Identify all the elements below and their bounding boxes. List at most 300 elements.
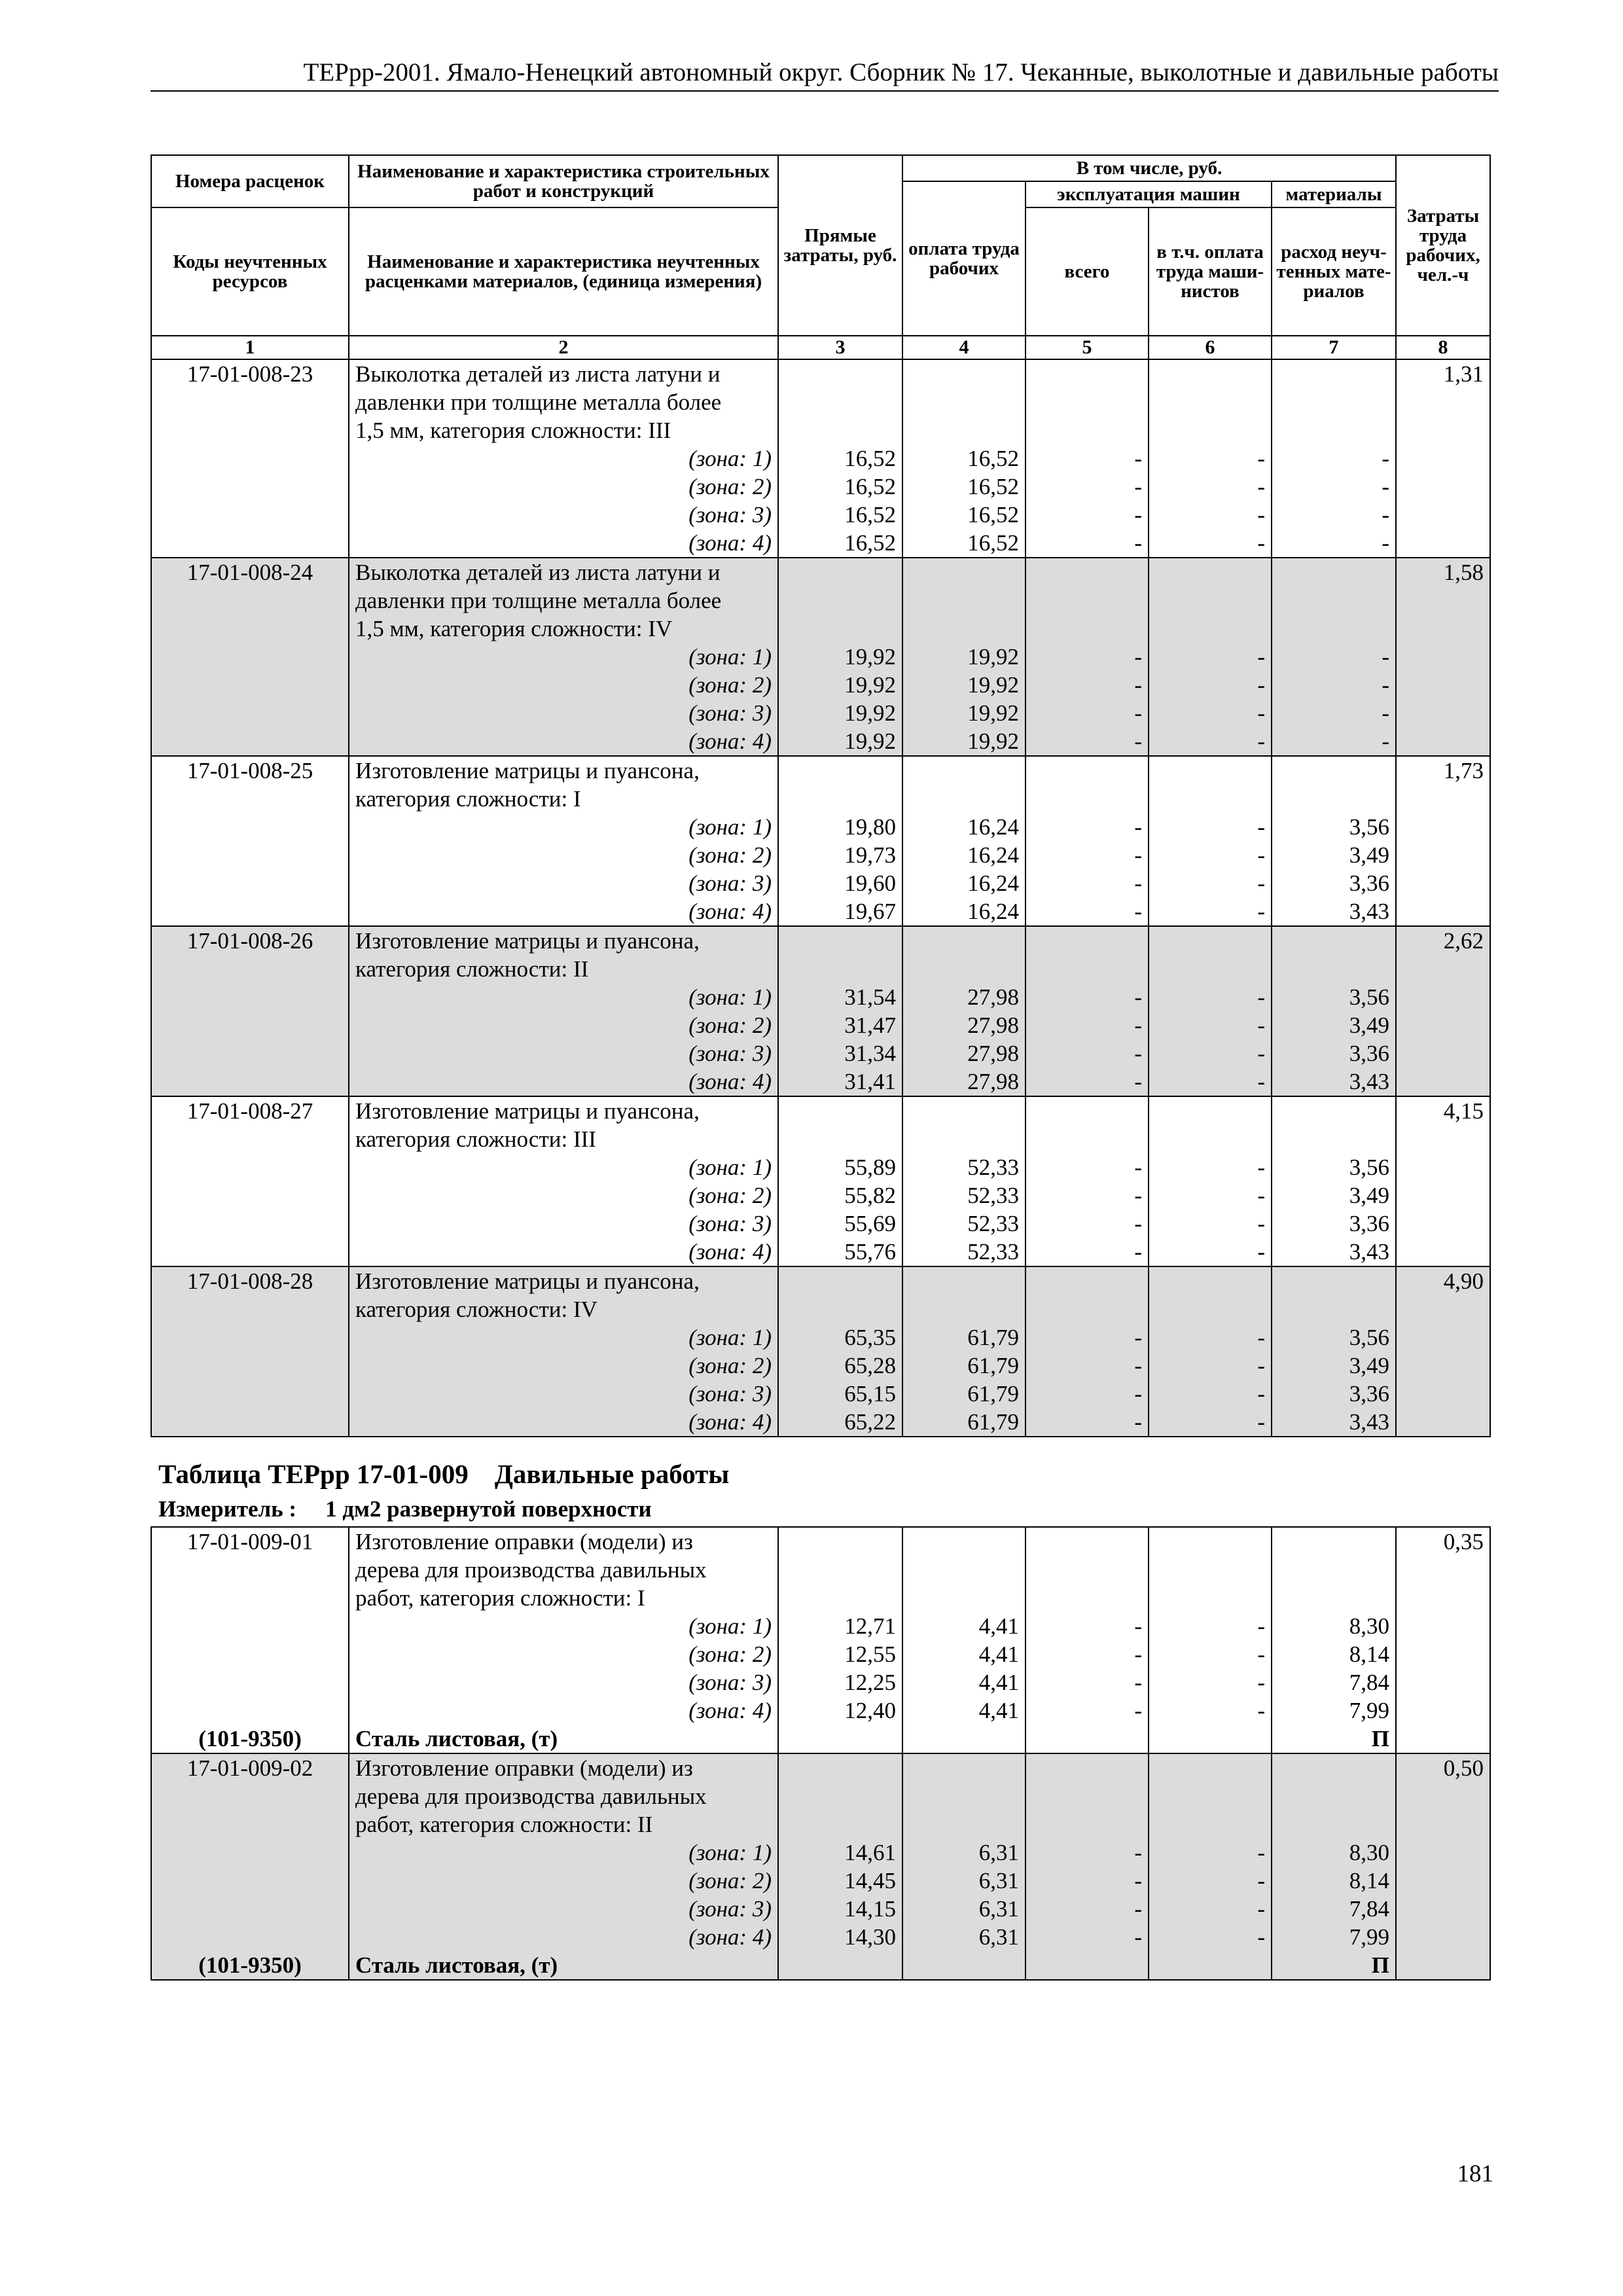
labor-pay: 16,52: [902, 444, 1026, 473]
empty-cell: [1396, 671, 1490, 699]
machinist-pay: -: [1149, 1323, 1272, 1352]
materials-cost: 3,43: [1272, 1408, 1396, 1437]
empty-cell: [1272, 1125, 1396, 1153]
header-labor-pay: оплата труда рабочих: [902, 181, 1026, 336]
empty-cell: [1149, 388, 1272, 416]
empty-cell: [1026, 1556, 1149, 1584]
direct-cost: 55,76: [778, 1238, 902, 1266]
empty-cell: [778, 1951, 902, 1980]
labor-pay: 6,31: [902, 1923, 1026, 1951]
rate-row: [151, 1527, 1490, 1556]
labor-cost: 4,90: [1396, 1266, 1490, 1295]
machinist-pay: -: [1149, 699, 1272, 727]
empty-cell: [151, 1380, 349, 1408]
zone-label: (зона: 1): [349, 1839, 778, 1867]
machines-total: -: [1026, 1895, 1149, 1923]
materials-cost: 8,14: [1272, 1867, 1396, 1895]
empty-cell: [778, 586, 902, 615]
empty-cell: [1272, 586, 1396, 615]
empty-cell: [778, 1125, 902, 1153]
zone-row: [151, 983, 1490, 1011]
empty-cell: [1272, 955, 1396, 983]
rate-row: [151, 926, 1490, 955]
materials-cost: 3,56: [1272, 1153, 1396, 1181]
materials-cost: -: [1272, 529, 1396, 558]
zone-row: [151, 1011, 1490, 1039]
rate-row: [151, 1266, 1490, 1295]
materials-cost: -: [1272, 473, 1396, 501]
labor-pay: 52,33: [902, 1153, 1026, 1181]
empty-cell: [1396, 1380, 1490, 1408]
zone-label: (зона: 2): [349, 841, 778, 869]
machinist-pay: -: [1149, 1612, 1272, 1640]
rate-row-continued: [151, 1125, 1490, 1153]
direct-cost: 12,40: [778, 1696, 902, 1725]
empty-cell: [902, 1266, 1026, 1295]
machines-total: -: [1026, 1408, 1149, 1437]
zone-row: [151, 841, 1490, 869]
machines-total: -: [1026, 983, 1149, 1011]
empty-cell: [1026, 1096, 1149, 1125]
zone-label: (зона: 3): [349, 1895, 778, 1923]
empty-cell: [151, 983, 349, 1011]
empty-cell: [1396, 586, 1490, 615]
empty-cell: [151, 1125, 349, 1153]
rate-row: [151, 359, 1490, 388]
labor-pay: 19,92: [902, 643, 1026, 671]
empty-cell: [1149, 1125, 1272, 1153]
labor-pay: 27,98: [902, 983, 1026, 1011]
empty-cell: [1396, 501, 1490, 529]
labor-pay: 6,31: [902, 1867, 1026, 1895]
zone-label: (зона: 1): [349, 813, 778, 841]
materials-cost: 3,49: [1272, 1352, 1396, 1380]
direct-cost: 14,30: [778, 1923, 902, 1951]
zone-row: [151, 501, 1490, 529]
empty-cell: [151, 841, 349, 869]
column-numbers-row: [151, 336, 1490, 359]
machines-total: -: [1026, 444, 1149, 473]
rate-code: 17-01-008-25: [151, 756, 349, 785]
empty-cell: [1272, 558, 1396, 586]
resource-row: [151, 1725, 1490, 1753]
labor-cost: 0,50: [1396, 1753, 1490, 1782]
running-header: ТЕРрр-2001. Ямало-Ненецкий автономный округ. Сборник № 17. Чеканные, выколотные и давильные работы: [151, 58, 1499, 92]
labor-pay: 16,24: [902, 813, 1026, 841]
materials-cost: 7,99: [1272, 1696, 1396, 1725]
direct-cost: 12,25: [778, 1668, 902, 1696]
labor-pay: 19,92: [902, 671, 1026, 699]
machinist-pay: -: [1149, 1408, 1272, 1437]
empty-cell: [902, 756, 1026, 785]
column-number: 7: [1272, 336, 1396, 359]
empty-cell: [151, 955, 349, 983]
empty-cell: [1396, 1584, 1490, 1612]
machinist-pay: -: [1149, 1923, 1272, 1951]
empty-cell: [151, 785, 349, 813]
empty-cell: [1396, 1839, 1490, 1867]
empty-cell: [1149, 1096, 1272, 1125]
empty-cell: [151, 1612, 349, 1640]
header-machines: эксплуатация машин: [1026, 181, 1272, 207]
zone-label: (зона: 4): [349, 727, 778, 756]
resource-flag: П: [1272, 1951, 1396, 1980]
measure-value: 1 дм2 развернутой поверхности: [325, 1496, 652, 1522]
empty-cell: [778, 359, 902, 388]
empty-cell: [778, 926, 902, 955]
empty-cell: [1026, 586, 1149, 615]
empty-cell: [1396, 1556, 1490, 1584]
rate-row-continued: [151, 1295, 1490, 1323]
empty-cell: [1026, 1753, 1149, 1782]
empty-cell: [902, 1295, 1026, 1323]
rate-name-line: Изготовление оправки (модели) из: [349, 1753, 778, 1782]
page-number: 181: [1457, 2161, 1493, 2187]
zone-label: (зона: 3): [349, 869, 778, 897]
rate-name-line: давленки при толщине металла более: [349, 388, 778, 416]
machines-total: -: [1026, 813, 1149, 841]
column-number: 4: [902, 336, 1026, 359]
zone-label: (зона: 2): [349, 473, 778, 501]
direct-cost: 14,15: [778, 1895, 902, 1923]
machines-total: -: [1026, 1181, 1149, 1210]
rate-code: 17-01-008-23: [151, 359, 349, 388]
empty-cell: [902, 1951, 1026, 1980]
zone-row: [151, 1067, 1490, 1096]
rate-code: 17-01-008-24: [151, 558, 349, 586]
empty-cell: [151, 1295, 349, 1323]
empty-cell: [1396, 841, 1490, 869]
empty-cell: [151, 727, 349, 756]
zone-row: [151, 869, 1490, 897]
empty-cell: [902, 1556, 1026, 1584]
empty-cell: [151, 1923, 349, 1951]
labor-pay: 19,92: [902, 699, 1026, 727]
empty-cell: [902, 359, 1026, 388]
empty-cell: [1149, 1725, 1272, 1753]
empty-cell: [151, 1810, 349, 1839]
materials-cost: 3,49: [1272, 1011, 1396, 1039]
labor-pay: 61,79: [902, 1352, 1026, 1380]
machines-total: -: [1026, 1011, 1149, 1039]
direct-cost: 55,69: [778, 1210, 902, 1238]
zone-label: (зона: 4): [349, 529, 778, 558]
empty-cell: [902, 1753, 1026, 1782]
empty-cell: [151, 897, 349, 926]
empty-cell: [778, 615, 902, 643]
empty-cell: [1272, 359, 1396, 388]
materials-cost: 3,56: [1272, 813, 1396, 841]
empty-cell: [778, 756, 902, 785]
empty-cell: [1396, 1125, 1490, 1153]
machines-total: -: [1026, 1668, 1149, 1696]
empty-cell: [778, 955, 902, 983]
empty-cell: [1272, 785, 1396, 813]
zone-row: [151, 1696, 1490, 1725]
materials-cost: -: [1272, 444, 1396, 473]
machinist-pay: -: [1149, 643, 1272, 671]
empty-cell: [1396, 416, 1490, 444]
rate-name-line: дерева для производства давильных: [349, 1782, 778, 1810]
empty-cell: [1149, 586, 1272, 615]
rate-row: [151, 1096, 1490, 1125]
empty-cell: [151, 1895, 349, 1923]
machinist-pay: -: [1149, 1640, 1272, 1668]
empty-cell: [151, 869, 349, 897]
machinist-pay: -: [1149, 1039, 1272, 1067]
labor-pay: 61,79: [902, 1380, 1026, 1408]
materials-cost: 3,36: [1272, 1039, 1396, 1067]
empty-cell: [1149, 756, 1272, 785]
rate-code: 17-01-008-27: [151, 1096, 349, 1125]
empty-cell: [1026, 558, 1149, 586]
machines-total: -: [1026, 473, 1149, 501]
empty-cell: [1026, 1295, 1149, 1323]
empty-cell: [151, 1556, 349, 1584]
machinist-pay: -: [1149, 1067, 1272, 1096]
empty-cell: [1396, 1951, 1490, 1980]
empty-cell: [1396, 1238, 1490, 1266]
empty-cell: [151, 1039, 349, 1067]
empty-cell: [151, 1867, 349, 1895]
rate-name-line: давленки при толщине металла более: [349, 586, 778, 615]
machines-total: -: [1026, 1238, 1149, 1266]
direct-cost: 16,52: [778, 501, 902, 529]
empty-cell: [151, 671, 349, 699]
empty-cell: [1396, 643, 1490, 671]
empty-cell: [1396, 897, 1490, 926]
machines-total: -: [1026, 869, 1149, 897]
measure-line: [158, 1496, 652, 1522]
zone-label: (зона: 1): [349, 1323, 778, 1352]
empty-cell: [1272, 926, 1396, 955]
empty-cell: [778, 558, 902, 586]
empty-cell: [902, 1782, 1026, 1810]
direct-cost: 65,28: [778, 1352, 902, 1380]
direct-cost: 19,92: [778, 643, 902, 671]
empty-cell: [902, 1096, 1026, 1125]
empty-cell: [1396, 1295, 1490, 1323]
empty-cell: [1396, 388, 1490, 416]
rate-row-continued: [151, 586, 1490, 615]
empty-cell: [1396, 1181, 1490, 1210]
empty-cell: [902, 388, 1026, 416]
empty-cell: [1149, 955, 1272, 983]
empty-cell: [1149, 416, 1272, 444]
zone-row: [151, 897, 1490, 926]
rate-row-continued: [151, 1584, 1490, 1612]
empty-cell: [1272, 1556, 1396, 1584]
direct-cost: 31,34: [778, 1039, 902, 1067]
empty-cell: [151, 1696, 349, 1725]
resource-name: Сталь листовая, (т): [349, 1725, 778, 1753]
header-including: В том числе, руб.: [902, 155, 1396, 181]
zone-row: [151, 1640, 1490, 1668]
rate-code: 17-01-008-28: [151, 1266, 349, 1295]
labor-pay: 16,52: [902, 529, 1026, 558]
zone-row: [151, 1181, 1490, 1210]
empty-cell: [1396, 1210, 1490, 1238]
empty-cell: [1396, 1725, 1490, 1753]
machinist-pay: -: [1149, 671, 1272, 699]
empty-cell: [151, 1839, 349, 1867]
rate-name-line: Изготовление оправки (модели) из: [349, 1527, 778, 1556]
empty-cell: [1272, 1584, 1396, 1612]
machines-total: -: [1026, 1640, 1149, 1668]
empty-cell: [151, 444, 349, 473]
resource-flag: П: [1272, 1725, 1396, 1753]
table-body-008: [151, 359, 1490, 1437]
direct-cost: 12,55: [778, 1640, 902, 1668]
header-name-top: Наименование и характеристика строительных работ и конструкций: [349, 155, 778, 207]
machinist-pay: -: [1149, 1011, 1272, 1039]
empty-cell: [1272, 615, 1396, 643]
empty-cell: [151, 473, 349, 501]
empty-cell: [151, 501, 349, 529]
empty-cell: [1026, 1527, 1149, 1556]
empty-cell: [1396, 955, 1490, 983]
rate-row-continued: [151, 1782, 1490, 1810]
empty-cell: [1396, 529, 1490, 558]
zone-label: (зона: 2): [349, 1640, 778, 1668]
zone-label: (зона: 3): [349, 501, 778, 529]
rate-row-continued: [151, 955, 1490, 983]
rate-name-line: Изготовление матрицы и пуансона,: [349, 1266, 778, 1295]
materials-cost: -: [1272, 699, 1396, 727]
materials-cost: -: [1272, 643, 1396, 671]
empty-cell: [151, 1323, 349, 1352]
empty-cell: [1026, 1125, 1149, 1153]
zone-label: (зона: 2): [349, 1011, 778, 1039]
rate-name-line: Изготовление матрицы и пуансона,: [349, 1096, 778, 1125]
empty-cell: [151, 1352, 349, 1380]
machinist-pay: -: [1149, 841, 1272, 869]
labor-cost: 1,58: [1396, 558, 1490, 586]
empty-cell: [151, 1067, 349, 1096]
header-unaccounted-materials: расход неуч-тенных мате-риалов: [1272, 207, 1396, 336]
zone-row: [151, 1238, 1490, 1266]
materials-cost: 3,49: [1272, 1181, 1396, 1210]
direct-cost: 55,89: [778, 1153, 902, 1181]
labor-pay: 19,92: [902, 727, 1026, 756]
zone-label: (зона: 1): [349, 1153, 778, 1181]
zone-row: [151, 1323, 1490, 1352]
zone-row: [151, 643, 1490, 671]
empty-cell: [778, 1753, 902, 1782]
zone-label: (зона: 1): [349, 643, 778, 671]
zone-row: [151, 671, 1490, 699]
empty-cell: [1396, 1408, 1490, 1437]
empty-cell: [778, 1584, 902, 1612]
rate-name-line: категория сложности: IV: [349, 1295, 778, 1323]
column-number: 2: [349, 336, 778, 359]
labor-pay: 4,41: [902, 1668, 1026, 1696]
materials-cost: 3,56: [1272, 1323, 1396, 1352]
machinist-pay: -: [1149, 1238, 1272, 1266]
materials-cost: 3,36: [1272, 1380, 1396, 1408]
direct-cost: 16,52: [778, 444, 902, 473]
zone-label: (зона: 2): [349, 671, 778, 699]
zone-label: (зона: 4): [349, 897, 778, 926]
empty-cell: [1396, 1810, 1490, 1839]
machinist-pay: -: [1149, 529, 1272, 558]
materials-cost: 3,43: [1272, 1067, 1396, 1096]
materials-cost: 3,43: [1272, 897, 1396, 926]
resource-name: Сталь листовая, (т): [349, 1951, 778, 1980]
rate-row-continued: [151, 1810, 1490, 1839]
empty-cell: [1396, 785, 1490, 813]
empty-cell: [1026, 615, 1149, 643]
empty-cell: [1149, 558, 1272, 586]
zone-row: [151, 1839, 1490, 1867]
labor-pay: 61,79: [902, 1408, 1026, 1437]
materials-cost: 3,36: [1272, 869, 1396, 897]
empty-cell: [1026, 1266, 1149, 1295]
empty-cell: [1396, 615, 1490, 643]
empty-cell: [1396, 1895, 1490, 1923]
machines-total: -: [1026, 1210, 1149, 1238]
labor-pay: 52,33: [902, 1238, 1026, 1266]
empty-cell: [151, 1181, 349, 1210]
empty-cell: [1026, 416, 1149, 444]
rate-code: 17-01-008-26: [151, 926, 349, 955]
zone-label: (зона: 4): [349, 1923, 778, 1951]
direct-cost: 14,61: [778, 1839, 902, 1867]
machinist-pay: -: [1149, 1210, 1272, 1238]
empty-cell: [778, 1096, 902, 1125]
rate-name-line: работ, категория сложности: I: [349, 1584, 778, 1612]
rate-name-line: работ, категория сложности: II: [349, 1810, 778, 1839]
table-body-009: [151, 1527, 1490, 1980]
direct-cost: 65,15: [778, 1380, 902, 1408]
empty-cell: [151, 1584, 349, 1612]
machines-total: -: [1026, 897, 1149, 926]
empty-cell: [151, 1782, 349, 1810]
materials-cost: 3,49: [1272, 841, 1396, 869]
empty-cell: [1396, 1782, 1490, 1810]
rate-row: [151, 558, 1490, 586]
rate-code: 17-01-009-02: [151, 1753, 349, 1782]
zone-label: (зона: 4): [349, 1067, 778, 1096]
materials-cost: 7,84: [1272, 1668, 1396, 1696]
materials-cost: -: [1272, 671, 1396, 699]
direct-cost: 55,82: [778, 1181, 902, 1210]
empty-cell: [151, 1668, 349, 1696]
zone-row: [151, 1210, 1490, 1238]
machinist-pay: -: [1149, 1153, 1272, 1181]
zone-label: (зона: 4): [349, 1238, 778, 1266]
zone-label: (зона: 3): [349, 699, 778, 727]
direct-cost: 19,92: [778, 699, 902, 727]
header-materials: материалы: [1272, 181, 1396, 207]
column-number: 3: [778, 336, 902, 359]
rates-table-008: [151, 154, 1491, 1437]
empty-cell: [151, 643, 349, 671]
zone-row: [151, 1923, 1490, 1951]
zone-row: [151, 1867, 1490, 1895]
labor-pay: 61,79: [902, 1323, 1026, 1352]
labor-pay: 6,31: [902, 1895, 1026, 1923]
zone-label: (зона: 2): [349, 1352, 778, 1380]
empty-cell: [902, 1725, 1026, 1753]
rate-row-continued: [151, 785, 1490, 813]
section-title: [158, 1458, 729, 1490]
labor-pay: 16,24: [902, 897, 1026, 926]
labor-cost: 4,15: [1396, 1096, 1490, 1125]
rate-name-line: Выколотка деталей из листа латуни и: [349, 558, 778, 586]
empty-cell: [151, 1153, 349, 1181]
empty-cell: [1396, 1039, 1490, 1067]
